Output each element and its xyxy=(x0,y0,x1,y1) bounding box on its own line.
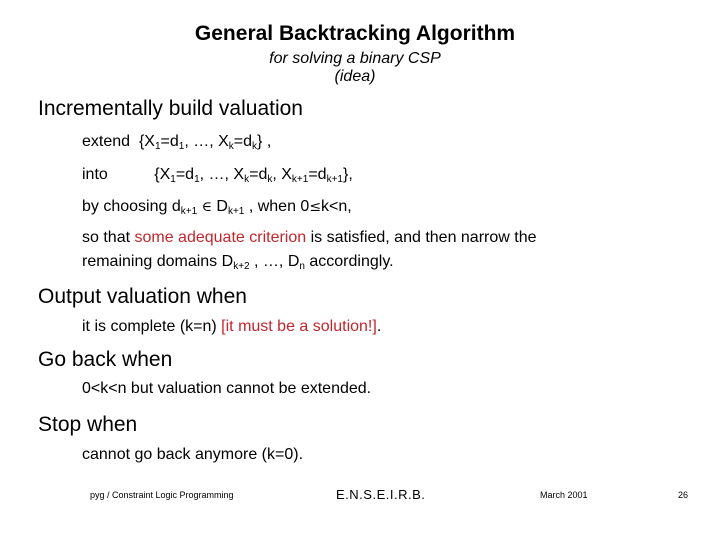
extend-keyword: extend xyxy=(82,133,131,150)
extend-line: extend {$X_1=d_1$, …, $X_k=d_k$} , xyxy=(82,133,272,152)
footer-institution: E.N.S.E.I.R.B. xyxy=(336,487,426,502)
output-condition: it is complete (k=n) [it must be a solution!]. xyxy=(82,318,382,335)
footer-page-number: 26 xyxy=(678,490,689,500)
criterion-line xyxy=(82,229,537,247)
section-heading-go-back: Go back when xyxy=(38,348,173,371)
footer-course: pyg / Constraint Logic Programming xyxy=(90,490,234,500)
footer-date: March 2001 xyxy=(540,490,588,500)
section-heading-stop: Stop when xyxy=(38,413,138,436)
stop-condition: cannot go back anymore (k=0). xyxy=(82,446,304,463)
criterion-highlight: some adequate criterion xyxy=(134,229,307,246)
section-heading-output: Output valuation when xyxy=(38,285,247,308)
into-keyword: into xyxy=(82,166,108,183)
go-back-condition: 0<k<n but valuation cannot be extended. xyxy=(82,380,372,397)
remaining-domains-line: remaining domains $D_{k+2}$ , …, $D_n$ accordingly. xyxy=(82,253,394,272)
into-line: into {$X_1=d_1$, …, $X_k=d_k$, $X_{k+1}=d_{k+1}$}, xyxy=(82,166,353,185)
slide-subtitle-line2: (idea) xyxy=(334,68,376,85)
output-condition-text: it is complete (k=n) xyxy=(82,318,217,335)
by-choosing-text: by choosing xyxy=(82,198,168,215)
section-heading-incremental: Incrementally build valuation xyxy=(38,97,303,120)
output-note: [it must be a solution!] xyxy=(221,318,377,335)
choosing-line: by choosing $d_{k+1}$ ∈ $D_{k+1}$ , when 0≤k<n, xyxy=(82,198,352,217)
remaining-domains-text: remaining domains xyxy=(82,253,218,270)
so-that-text: so that xyxy=(82,229,131,246)
criterion-rest: is satisfied, and then narrow the xyxy=(310,229,537,246)
slide-subtitle-line1: for solving a binary CSP xyxy=(269,50,441,67)
slide-title: General Backtracking Algorithm xyxy=(194,22,516,45)
